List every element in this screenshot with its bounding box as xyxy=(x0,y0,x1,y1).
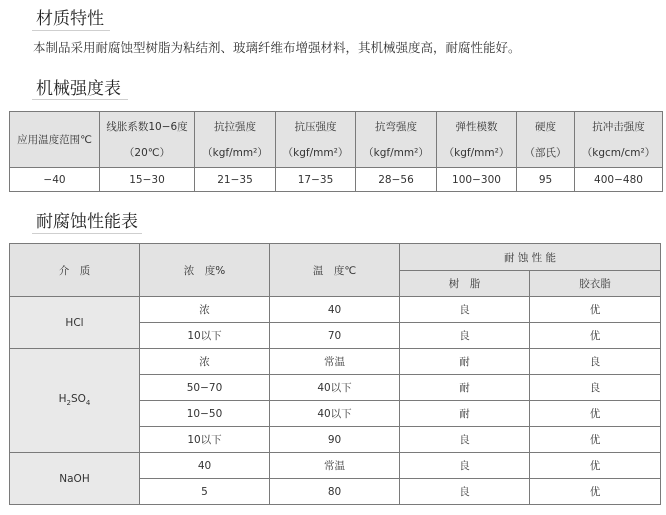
material-heading-underline xyxy=(32,30,110,31)
mech-value-tensile: 21−35 xyxy=(195,168,276,192)
concentration-cell: 50−70 xyxy=(140,375,270,401)
resin-cell: 耐 xyxy=(400,375,530,401)
mechanical-heading-underline xyxy=(32,99,128,100)
corrosion-heading: 耐腐蚀性能表 xyxy=(36,212,138,232)
mechanical-header-row xyxy=(10,112,663,168)
corrosion-heading-underline xyxy=(32,233,142,234)
concentration-cell: 10以下 xyxy=(140,323,270,349)
concentration-cell: 浓 xyxy=(140,297,270,323)
material-description: 本制品采用耐腐蚀型树脂为粘结剂、玻璃纤维布增强材料，其机械强度高，耐腐性能好。 xyxy=(33,40,521,55)
mech-col-hardness: 硬度 （部氏） xyxy=(517,112,575,168)
corrosion-resistance-table xyxy=(9,243,661,505)
resin-cell: 良 xyxy=(400,323,530,349)
table-row xyxy=(10,297,661,323)
mech-value-impact: 400−480 xyxy=(575,168,663,192)
concentration-cell: 浓 xyxy=(140,349,270,375)
mech-value-elastic-modulus: 100−300 xyxy=(437,168,517,192)
corr-col-rubber: 胶衣脂 xyxy=(530,271,661,297)
mech-value-expansion: 15−30 xyxy=(100,168,195,192)
mech-col-tensile: 抗拉强度 （kgf/mm²） xyxy=(195,112,276,168)
mech-value-compressive: 17−35 xyxy=(276,168,356,192)
rubber-cell: 优 xyxy=(530,297,661,323)
corrosion-header-row-1 xyxy=(10,244,661,271)
rubber-cell: 优 xyxy=(530,427,661,453)
temperature-cell: 40以下 xyxy=(270,375,400,401)
medium-cell-hcl: HCl xyxy=(10,297,140,349)
resin-cell: 良 xyxy=(400,297,530,323)
medium-cell-naoh: NaOH xyxy=(10,453,140,505)
concentration-cell: 5 xyxy=(140,479,270,505)
table-row xyxy=(10,453,661,479)
rubber-cell: 良 xyxy=(530,375,661,401)
temperature-cell: 70 xyxy=(270,323,400,349)
mechanical-heading: 机械强度表 xyxy=(36,79,121,99)
resin-cell: 良 xyxy=(400,427,530,453)
corr-col-medium: 介 质 xyxy=(10,244,140,297)
resin-cell: 耐 xyxy=(400,401,530,427)
mech-col-elastic-modulus: 弹性模数 （kgf/mm²） xyxy=(437,112,517,168)
concentration-cell: 10以下 xyxy=(140,427,270,453)
mech-col-compressive: 抗压强度 （kgf/mm²） xyxy=(276,112,356,168)
temperature-cell: 40以下 xyxy=(270,401,400,427)
mechanical-strength-table xyxy=(9,111,663,192)
table-row xyxy=(10,349,661,375)
mechanical-value-row xyxy=(10,168,663,192)
concentration-cell: 10−50 xyxy=(140,401,270,427)
rubber-cell: 优 xyxy=(530,479,661,505)
corr-col-concentration: 浓 度% xyxy=(140,244,270,297)
mech-value-hardness: 95 xyxy=(517,168,575,192)
mech-col-impact: 抗冲击强度 （kgcm/cm²） xyxy=(575,112,663,168)
mech-col-bending: 抗弯强度 （kgf/mm²） xyxy=(356,112,437,168)
temperature-cell: 80 xyxy=(270,479,400,505)
rubber-cell: 优 xyxy=(530,323,661,349)
material-heading: 材质特性 xyxy=(36,9,104,29)
temperature-cell: 常温 xyxy=(270,349,400,375)
rubber-cell: 优 xyxy=(530,453,661,479)
mech-col-expansion: 线胀系数10−6度 （20℃） xyxy=(100,112,195,168)
resin-cell: 耐 xyxy=(400,349,530,375)
corr-col-temperature: 温 度℃ xyxy=(270,244,400,297)
rubber-cell: 良 xyxy=(530,349,661,375)
mech-col-temp-range: 应用温度范围℃ xyxy=(10,112,100,168)
mech-value-bending: 28−56 xyxy=(356,168,437,192)
temperature-cell: 90 xyxy=(270,427,400,453)
medium-cell-h2so4: $H_2SO_4$ xyxy=(10,349,140,453)
rubber-cell: 优 xyxy=(530,401,661,427)
temperature-cell: 常温 xyxy=(270,453,400,479)
corr-col-resistance: 耐 蚀 性 能 xyxy=(400,244,661,271)
resin-cell: 良 xyxy=(400,479,530,505)
corr-col-resin: 树 脂 xyxy=(400,271,530,297)
mech-value-temp-range: −40 xyxy=(10,168,100,192)
concentration-cell: 40 xyxy=(140,453,270,479)
resin-cell: 良 xyxy=(400,453,530,479)
temperature-cell: 40 xyxy=(270,297,400,323)
